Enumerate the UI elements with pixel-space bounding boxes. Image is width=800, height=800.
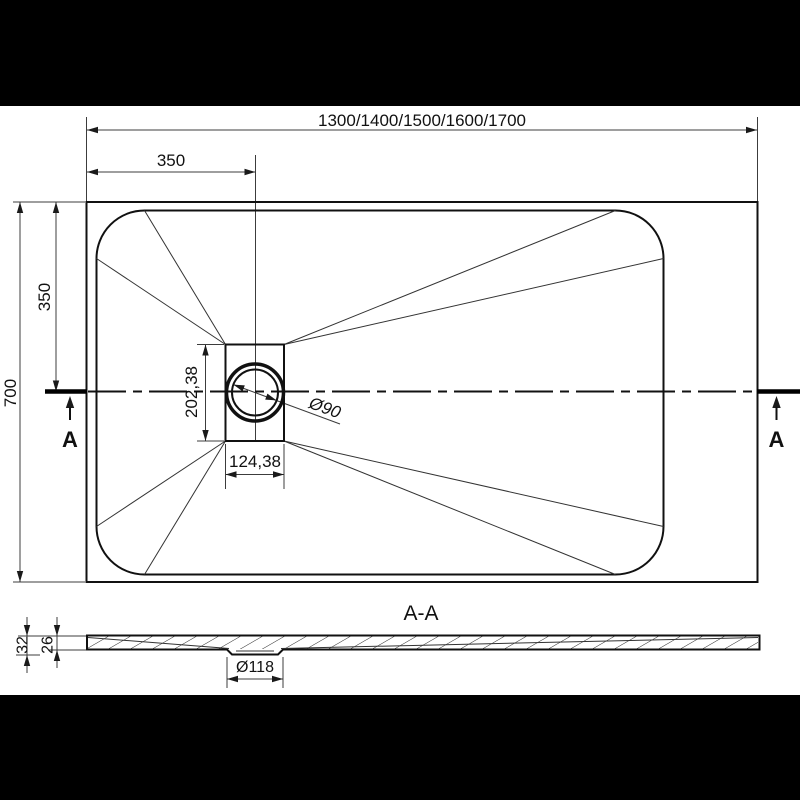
- section-edge-height-dimension: 26: [39, 636, 57, 654]
- drain-offset-left-dimension: 350: [156, 151, 186, 170]
- drain-offset-top-dimension: 350: [35, 282, 54, 312]
- letterbox-top: [0, 0, 800, 106]
- section-overall-height-dimension: 32: [14, 636, 32, 654]
- overall-width-dimension: 1300/1400/1500/1600/1700: [318, 111, 526, 130]
- section-hatching: [88, 637, 758, 650]
- section-mark-right-label: A: [768, 427, 785, 452]
- section-mark-left-label: A: [62, 427, 78, 452]
- paper: [0, 106, 800, 695]
- drain-diameter-dimension: Ø90: [306, 393, 344, 423]
- section-flange-diameter-dimension: Ø118: [236, 659, 274, 676]
- overall-depth-dimension: 700: [1, 378, 20, 408]
- section-title: A-A: [403, 602, 439, 625]
- drain-recess-length-dimension: 202,38: [182, 366, 201, 418]
- letterbox-bottom: [0, 695, 800, 800]
- drain-recess-width-dimension: 124,38: [229, 452, 281, 471]
